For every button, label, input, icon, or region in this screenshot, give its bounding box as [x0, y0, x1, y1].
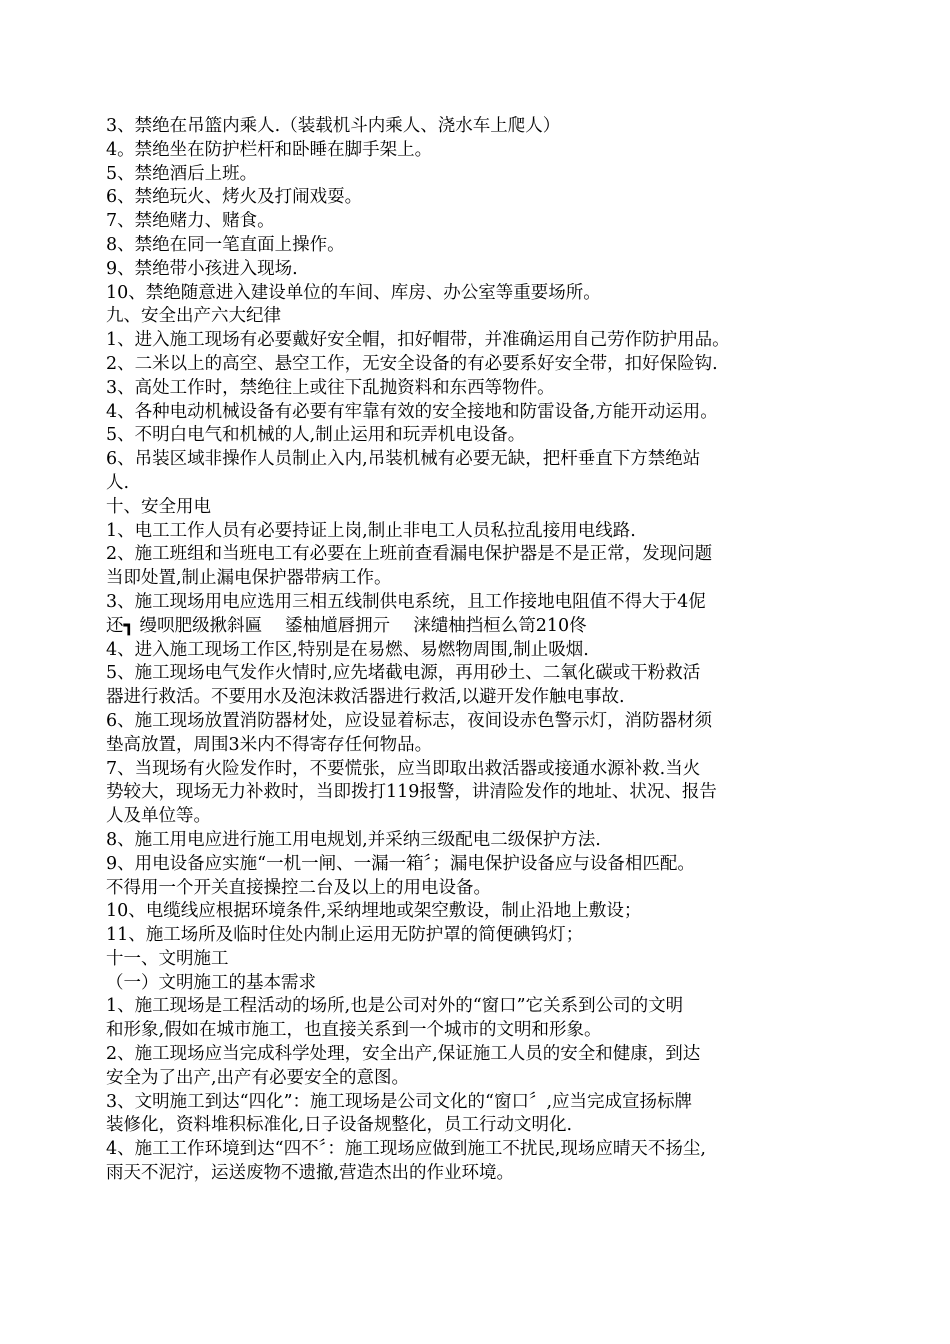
text-line: 装修化，资料堆积标准化,日子设备规整化，员工行动文明化.	[106, 1115, 573, 1136]
text-line: 安全为了出产,出产有必要安全的意图。	[106, 1067, 410, 1088]
text-line: 6、施工现场放置消防器材处，应设显着标志，夜间设赤色警示灯，消防器材须	[106, 710, 713, 731]
text-line: 7、禁绝赌力、赌食。	[106, 211, 275, 232]
text-line: 8、施工用电应进行施工用电规划,并采纳三级配电二级保护方法.	[106, 829, 601, 850]
section-heading: 九、安全出产六大纪律	[106, 306, 281, 327]
text-line: 7、当现场有火险发作时，不要慌张，应当即取出救活器或接通水源补救.当火	[106, 758, 701, 779]
text-line: 垫高放置，周围3米内不得寄存任何物品。	[106, 734, 433, 755]
text-line: 10、禁绝随意进入建设单位的车间、库房、办公室等重要场所。	[106, 282, 601, 303]
text-line: 5、不明白电气和机械的人,制止运用和玩弄机电设备。	[106, 425, 526, 446]
text-line: 不得用一个开关直接操控二台及以上的用电设备。	[106, 877, 491, 898]
text-line: 11、施工场所及临时住处内制止运用无防护罩的简便碘钨灯；	[106, 925, 584, 946]
text-line: 当即处置,制止漏电保护器带病工作。	[106, 568, 392, 589]
text-line: 2、二米以上的高空、悬空工作，无安全设备的有必要系好安全带，扣好保险钩.	[106, 353, 718, 374]
text-line: 1、施工现场是工程活动的场所,也是公司对外的“窗口”它关系到公司的文明	[106, 996, 684, 1017]
text-line: 9、用电设备应实施“一机一闸、一漏一箱〞；漏电保护设备应与设备相匹配。	[106, 853, 695, 874]
text-line: 8、禁绝在同一笔直面上操作。	[106, 234, 345, 255]
text-line: 4、各种电动机械设备有必要有牢靠有效的安全接地和防雷设备,方能开动运用。	[106, 401, 718, 422]
text-line: 5、禁绝酒后上班。	[106, 163, 258, 184]
section-heading: 十一、文明施工	[106, 948, 229, 969]
text-line: 雨天不泥泞，运送废物不遗撤,营造杰出的作业环境。	[106, 1163, 515, 1184]
text-line: 3、施工现场用电应选用三相五线制供电系统，且工作接地电阻值不得大于4伲	[106, 591, 706, 612]
text-line: 6、吊装区域非操作人员制止入内,吊装机械有必要无缺，把杆垂直下方禁绝站	[106, 449, 701, 470]
text-line: 势较大，现场无力补救时，当即拨打119报警，讲清险发作的地址、状况、报告	[106, 782, 717, 803]
text-line: 人及单位等。	[106, 806, 211, 827]
text-line: 和形象,假如在城市施工，也直接关系到一个城市的文明和形象。	[106, 1020, 602, 1041]
text-line: 3、高处工作时，禁绝往上或往下乱抛资料和东西等物件。	[106, 377, 555, 398]
text-line: 4。禁绝坐在防护栏杆和卧睡在脚手架上。	[106, 139, 433, 160]
section-heading: 十、安全用电	[106, 496, 211, 517]
subsection-heading: （一）文明施工的基本需求	[106, 972, 316, 993]
text-line: 4、施工工作环境到达“四不〞：施工现场应做到施工不扰民,现场应晴天不扬尘,	[106, 1139, 706, 1160]
text-line: 4、进入施工现场工作区,特别是在易燃、易燃物周围,制止吸烟.	[106, 639, 589, 660]
text-line: 人.	[106, 472, 130, 493]
text-line: 器进行救活。不要用水及泡沫救活器进行救活,以避开发作触电事故.	[106, 687, 625, 708]
text-line: 3、禁绝在吊篮内乘人.（装载机斗内乘人、浇水车上爬人）	[106, 116, 561, 136]
text-line: 9、禁绝带小孩进入现场.	[106, 258, 298, 279]
text-line: 1、进入施工现场有必要戴好安全帽，扣好帽带，并准确运用自己劳作防护用品。	[106, 330, 730, 351]
text-line: 6、禁绝玩火、烤火及打闹戏耍。	[106, 187, 363, 208]
document-body	[106, 115, 906, 1186]
text-line: 5、施工现场电气发作火情时,应先堵截电源，再用砂土、二氧化碳或干粉救活	[106, 663, 701, 684]
garbled-text-line: 还┓ 缦呗肥级揪斜匾 鋈柚馗唇拥亓 涞缱柚挡桓么笥210佟	[106, 615, 587, 636]
text-line: 3、文明施工到达“四化”：施工现场是公司文化的“窗口〞,应当完成宣扬标牌	[106, 1091, 693, 1112]
text-line: 1、电工工作人员有必要持证上岗,制止非电工人员私拉乱接用电线路.	[106, 520, 636, 541]
text-line: 10、电缆线应根据环境条件,采纳埋地或架空敷设，制止沿地上敷设；	[106, 901, 642, 922]
text-line: 2、施工班组和当班电工有必要在上班前查看漏电保护器是不是正常，发现问题	[106, 544, 713, 565]
text-line: 2、施工现场应当完成科学处理，安全出产,保证施工人员的安全和健康，到达	[106, 1044, 701, 1065]
